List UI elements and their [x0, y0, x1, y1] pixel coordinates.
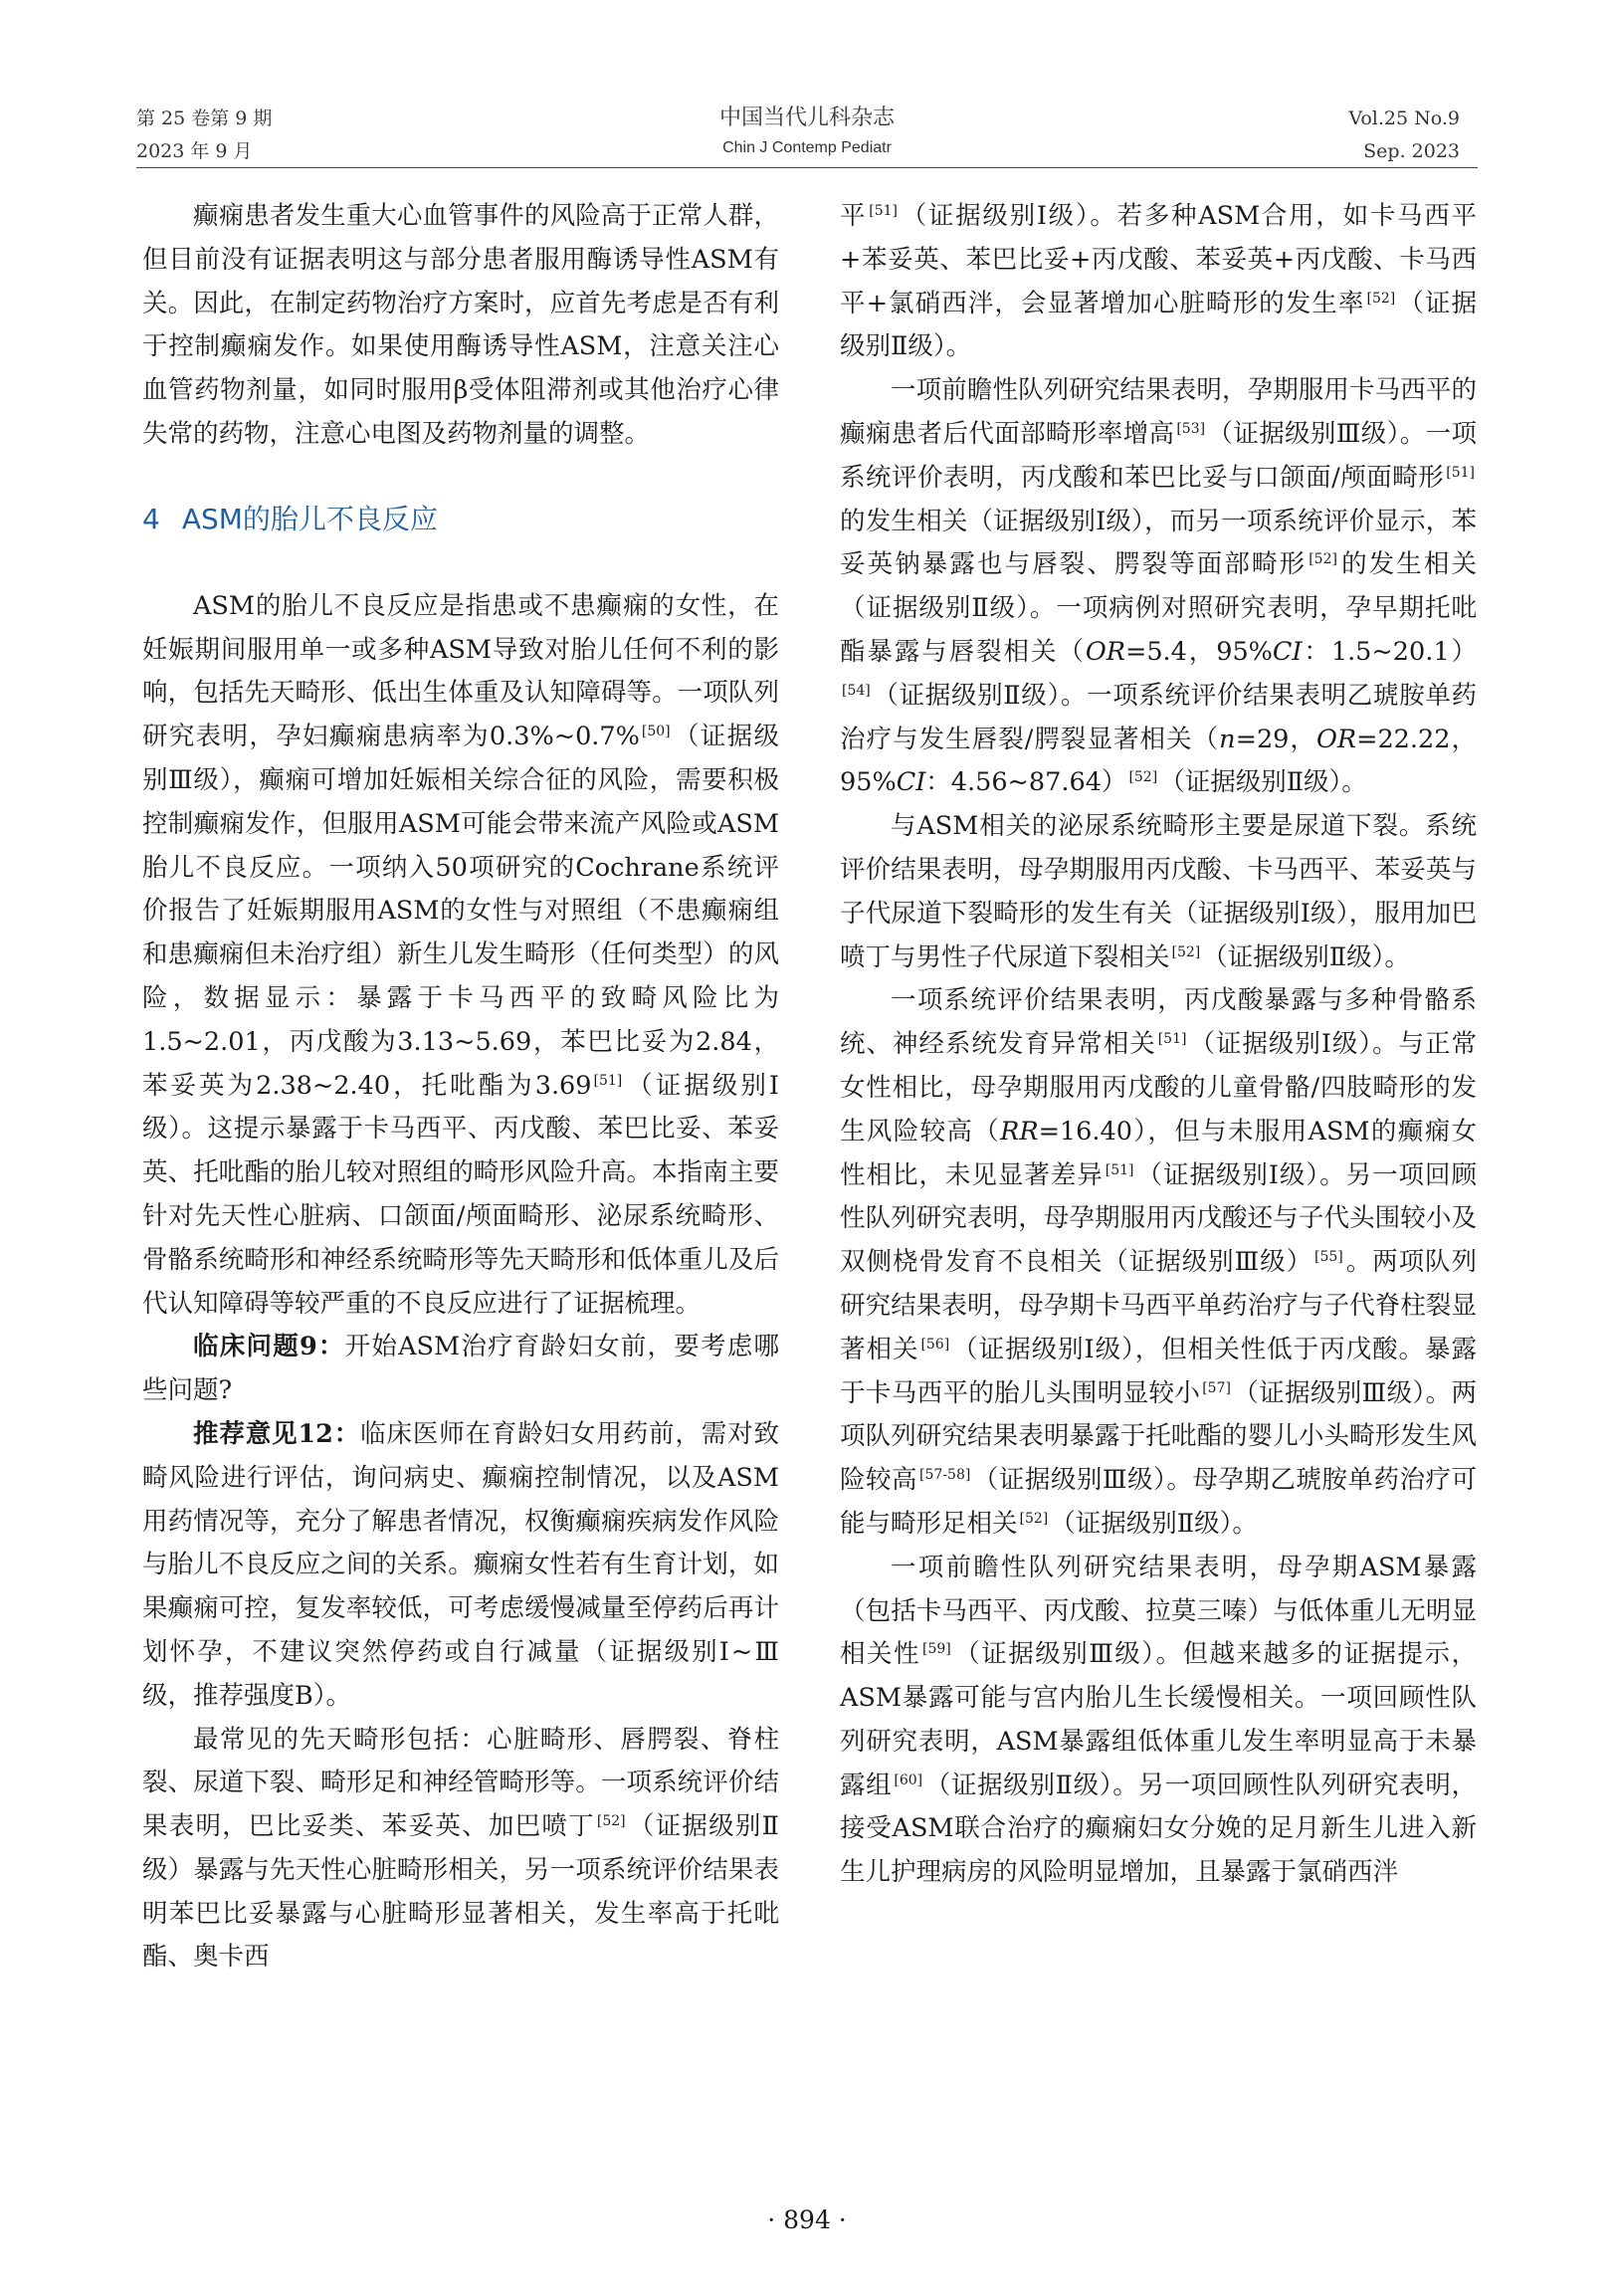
header-volume-issue: 第 25 卷第 9 期 [136, 107, 273, 129]
section-number: 4 [142, 502, 160, 535]
paragraph: 与ASM相关的泌尿系统畸形主要是尿道下裂。系统评价结果表明，母孕期服用丙戊酸、卡马西平、苯妥英与子代尿道下裂畸形的发生有关（证据级别Ⅰ级），服用加巴喷丁与男性子代尿道下裂相关 [52]（证据级别Ⅱ级）。 [840, 811, 1477, 972]
paragraph: 最常见的先天畸形包括：心脏畸形、唇腭裂、脊柱裂、尿道下裂、畸形足和神经管畸形等。一项系统评价结果表明，巴比妥类、苯妥英、加巴喷丁 [52]（证据级别Ⅱ级）暴露与先天性心脏畸形相关，另一项系统评价结果表明苯巴比妥暴露与心脏畸形显著相关，发生率高于托吡酯、奥卡西 [142, 1724, 779, 1973]
citation: [50] [641, 724, 671, 740]
citation: [51] [869, 203, 898, 219]
section-title: ASM的胎儿不良反应 [181, 502, 438, 535]
recommendation: 推荐意见12：临床医师在育龄妇女用药前，需对致畸风险进行评估，询问病史、癫痫控制情况，以及ASM用药情况等，充分了解患者情况，权衡癫痫疾病发作风险与胎儿不良反应之间的关系。癫痫女性若有生育计划，如果癫痫可控，复发率较低，可考虑缓慢减量至停药后再计划怀孕，不建议突然停药或自行减量（证据级别Ⅰ~Ⅲ级，推荐强度B）。 [142, 1418, 779, 1711]
paragraph: 一项前瞻性队列研究结果表明，母孕期ASM暴露（包括卡马西平、丙戊酸、拉莫三嗪）与低体重儿无明显相关性 [59]（证据级别Ⅲ级）。但越来越多的证据提示，ASM暴露可能与宫内胎儿生长缓慢相关。一项回顾性队列研究表明，ASM暴露组低体重儿发生率明显高于未暴露组 [60]（证据级别Ⅱ级）。另一项回顾性队列研究表明，接受ASM联合治疗的癫痫妇女分娩的足月新生儿进入新生儿护理病房的风险明显增加，且暴露于氯硝西泮 [840, 1552, 1477, 1888]
citation: [55] [1314, 1249, 1343, 1266]
paragraph: 癫痫患者发生重大心血管事件的风险高于正常人群，但目前没有证据表明这与部分患者服用酶诱导性ASM有关。因此，在制定药物治疗方案时，应首先考虑是否有利于控制癫痫发作。如果使用酶诱导性ASM，注意关注心血管药物剂量，如同时服用β受体阻滞剂或其他治疗心律失常的药物，注意心电图及药物剂量的调整。 [142, 201, 779, 449]
citation: [60] [894, 1772, 923, 1788]
header-volume-issue-en: Vol.25 No.9 [1348, 107, 1460, 129]
right-column [840, 195, 1477, 1895]
paragraph: 一项系统评价结果表明，丙戊酸暴露与多种骨骼系统、神经系统发育异常相关 [51]（证据级别Ⅰ级）。与正常女性相比，母孕期服用丙戊酸的儿童骨骼/四肢畸形的发生风险较高（RR=16.40），但与未服用ASM的癫痫女性相比，未见显著差异 [51]（证据级别Ⅰ级）。另一项回顾性队列研究表明，母孕期服用丙戊酸还与子代头围较小及双侧桡骨发育不良相关（证据级别Ⅲ级） [55]。两项队列研究结果表明，母孕期卡马西平单药治疗与子代脊柱裂显著相关 [56]（证据级别Ⅰ级），但相关性低于丙戊酸。暴露于卡马西平的胎儿头围明显较小 [57]（证据级别Ⅲ级）。两项队列研究结果表明暴露于托吡酯的婴儿小头畸形发生风险较高 [57-58]（证据级别Ⅲ级）。母孕期乙琥胺单药治疗可能与畸形足相关 [52]（证据级别Ⅱ级）。 [840, 985, 1477, 1539]
citation: [57-58] [919, 1467, 971, 1484]
citation: [51] [1157, 1031, 1187, 1048]
citation: [52] [1171, 943, 1201, 960]
citation: [51] [1446, 464, 1475, 481]
citation: [52] [1019, 1510, 1049, 1527]
citation: [52] [1309, 551, 1337, 568]
section-heading [142, 498, 779, 541]
recommendation-label: 推荐意见12： [193, 1418, 361, 1449]
citation: [52] [596, 1813, 626, 1830]
citation: [53] [1176, 420, 1206, 437]
citation: [59] [922, 1641, 951, 1658]
clinical-question: 临床问题9：开始ASM治疗育龄妇女前，要考虑哪些问题? [142, 1332, 779, 1406]
page-number: · 894 · [767, 2205, 847, 2234]
citation: [56] [920, 1336, 950, 1353]
header-date-en: Sep. 2023 [1363, 140, 1460, 162]
question-label: 临床问题9： [193, 1332, 345, 1362]
citation: [51] [1105, 1161, 1134, 1178]
header-journal-title: 中国当代儿科杂志 [718, 105, 895, 130]
header-rule [136, 167, 1478, 168]
citation: [51] [593, 1072, 623, 1089]
citation: [52] [1128, 769, 1158, 786]
left-column [142, 195, 779, 1980]
paragraph: 平 [51]（证据级别Ⅰ级）。若多种ASM合用，如卡马西平+苯妥英、苯巴比妥+丙戊酸、苯妥英+丙戊酸、卡马西平+氯硝西泮，会显著增加心脏畸形的发生率 [52]（证据级别Ⅱ级）。 [840, 201, 1477, 362]
citation: [54] [842, 682, 871, 699]
citation: [57] [1202, 1379, 1231, 1396]
paragraph: ASM的胎儿不良反应是指患或不患癫痫的女性，在妊娠期间服用单一或多种ASM导致对胎儿任何不利的影响，包括先天畸形、低出生体重及认知障碍等。一项队列研究表明，孕妇癫痫患病率为0.3%~0.7% [50]（证据级别Ⅲ级），癫痫可增加妊娠相关综合征的风险，需要积极控制癫痫发作，但服用ASM可能会带来流产风险或ASM胎儿不良反应。一项纳入50项研究的Cochrane系统评价报告了妊娠期服用ASM的女性与对照组（不患癫痫组和患癫痫但未治疗组）新生儿发生畸形（任何类型）的风险，数据显示：暴露于卡马西平的致畸风险比为1.5~2.01，丙戊酸为3.13~5.69，苯巴比妥为2.84，苯妥英为2.38~2.40，托吡酯为3.69 [51]（证据级别Ⅰ级）。这提示暴露于卡马西平、丙戊酸、苯巴比妥、苯妥英、托吡酯的胎儿较对照组的畸形风险升高。本指南主要针对先天性心脏病、口颌面/颅面畸形、泌尿系统畸形、骨骼系统畸形和神经系统畸形等先天畸形和低体重儿及后代认知障碍等较严重的不良反应进行了证据梳理。 [142, 590, 779, 1319]
paragraph: 一项前瞻性队列研究结果表明，孕期服用卡马西平的癫痫患者后代面部畸形率增高 [53]（证据级别Ⅲ级）。一项系统评价表明，丙戊酸和苯巴比妥与口颌面/颅面畸形 [51]的发生相关（证据级别Ⅰ级），而另一项系统评价显示，苯妥英钠暴露也与唇裂、腭裂等面部畸形 [52]的发生相关（证据级别Ⅱ级）。一项病例对照研究表明，孕早期托吡酯暴露与唇裂相关（OR=5.4，95%CI：1.5~20.1）[54]（证据级别Ⅱ级）。一项系统评价结果表明乙琥胺单药治疗与发生唇裂/腭裂显著相关（n=29，OR=22.22，95%CI：4.56~87.64） [52]（证据级别Ⅱ级）。 [840, 375, 1477, 798]
header-journal-title-en: Chin J Contemp Pediatr [722, 139, 892, 156]
header-date: 2023 年 9 月 [136, 140, 253, 162]
citation: [52] [1366, 290, 1396, 307]
